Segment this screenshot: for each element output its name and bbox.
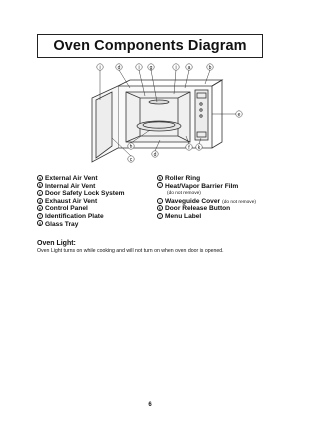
legend-label: Exhaust Air Vent (45, 197, 98, 205)
svg-text:i: i (99, 64, 101, 71)
callout-f (186, 144, 192, 151)
legend-item (37, 205, 157, 213)
callout-i-1 (97, 64, 103, 71)
legend-label: Door Safety Lock System (45, 190, 125, 198)
legend-item (157, 213, 287, 221)
marker-l: l (157, 213, 163, 219)
callout-a (186, 64, 192, 71)
legend-label: Roller Ring (165, 175, 201, 182)
page-title: Oven Components Diagram (53, 38, 247, 54)
svg-text:k: k (197, 144, 201, 151)
legend-note: (do not remove) (222, 199, 256, 205)
marker-f: f (37, 213, 43, 219)
svg-text:g: g (149, 64, 153, 71)
oven-illustration (92, 80, 222, 162)
legend-subnote: (do not remove) (167, 191, 201, 197)
marker-h: h (158, 175, 162, 181)
callout-c (128, 156, 134, 163)
marker-j: j (157, 198, 163, 204)
svg-text:i: i (175, 64, 177, 71)
legend-label: Heat/Vapor Barrier Film (165, 182, 239, 190)
marker-d: d (38, 198, 42, 204)
legend-item (157, 183, 287, 191)
oven-light-section (37, 240, 277, 254)
legend-item (37, 183, 157, 191)
svg-text:f: f (188, 144, 190, 151)
legend-item (157, 175, 287, 183)
marker-k: k (158, 206, 162, 212)
legend-item (37, 213, 157, 221)
legend-label: Waveguide Cover (165, 197, 221, 205)
oven-light-text: Oven Light turns on while cooking and will not turn on when oven door is opened. (37, 248, 224, 254)
marker-a: a (38, 175, 42, 181)
callout-e (236, 111, 242, 118)
svg-text:e: e (237, 111, 241, 118)
svg-text:i: i (138, 64, 140, 71)
callout-h (128, 143, 134, 150)
callout-d-1 (116, 64, 122, 71)
marker-i: i (157, 182, 163, 188)
legend-label: Control Panel (45, 205, 88, 213)
svg-text:c: c (129, 156, 133, 163)
marker-g: g (38, 221, 42, 227)
marker-c: c (38, 190, 42, 196)
oven-diagram (0, 58, 300, 173)
legend-item (157, 205, 287, 213)
oven-light-heading: Oven Light: (37, 240, 76, 247)
page-number: 6 (148, 402, 152, 408)
legend-label: Internal Air Vent (45, 182, 96, 190)
svg-text:b: b (208, 64, 212, 71)
callout-g (148, 64, 154, 71)
legend-label: Door Release Button (165, 205, 231, 213)
callout-i-3 (173, 64, 179, 71)
legend-item (37, 175, 157, 183)
legend-left-column (37, 175, 157, 228)
legend-item (37, 221, 157, 229)
svg-text:h: h (129, 143, 133, 150)
svg-text:a: a (187, 64, 191, 71)
legend-item (37, 198, 157, 206)
legend-right-column (157, 175, 287, 221)
callout-b (207, 64, 213, 71)
svg-text:d: d (117, 64, 121, 71)
legend-item (37, 190, 157, 198)
legend-label: Menu Label (165, 212, 202, 220)
legend-label: Glass Tray (45, 220, 79, 228)
callout-i-2 (136, 64, 142, 71)
title-box (37, 34, 263, 58)
marker-b: b (38, 183, 42, 189)
svg-text:d: d (153, 151, 157, 158)
legend-label: Identification Plate (45, 212, 104, 220)
legend-item (157, 198, 287, 206)
legend-label: External Air Vent (45, 175, 98, 182)
callout-k (196, 144, 202, 151)
callout-d-2 (152, 151, 158, 158)
marker-e: e (38, 206, 42, 212)
